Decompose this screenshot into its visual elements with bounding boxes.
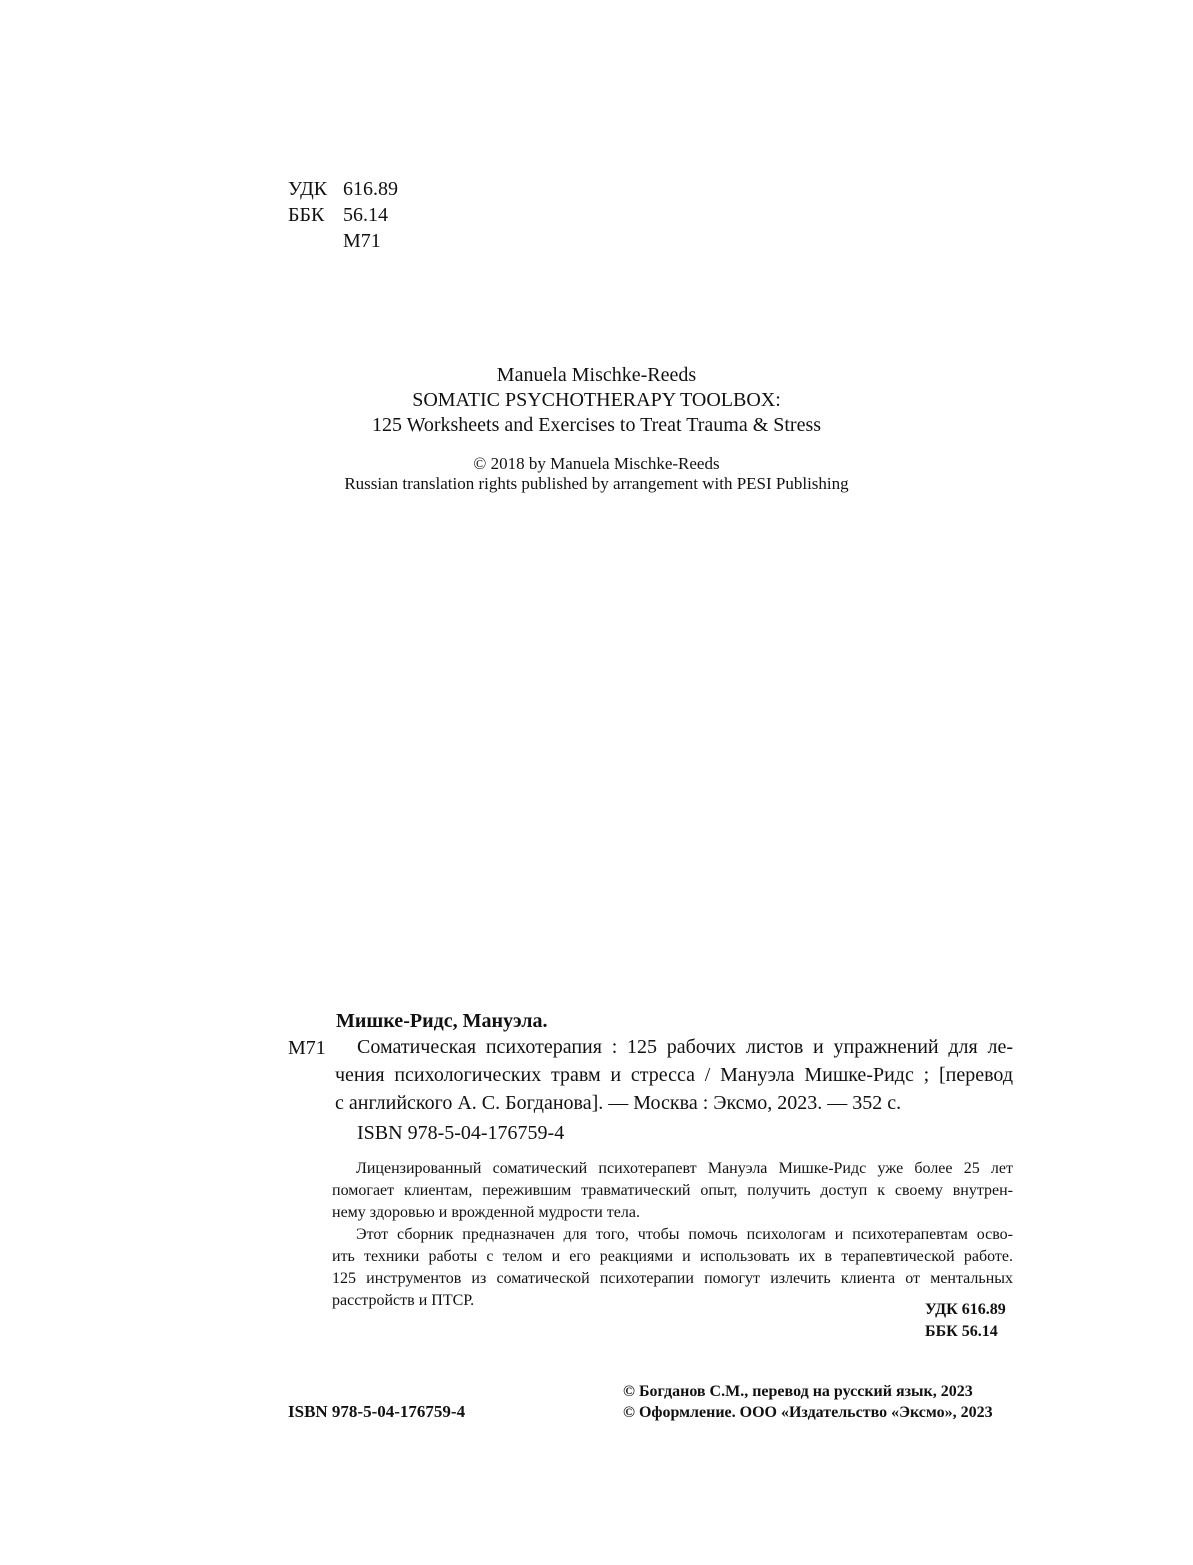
translation-rights: Russian translation rights published by arrangement with PESI Publishing — [344, 474, 849, 493]
footer-isbn: ISBN 978-5-04-176759-4 — [288, 1402, 466, 1421]
annotation-line: Лицензированный соматический психотерапевт Мануэла Мишке-Ридс уже более 25 лет — [356, 1160, 1013, 1177]
udk-value: 616.89 — [343, 178, 398, 200]
annotation-line: ить техники работы с телом и его реакциями и использовать их в терапевтической работе. — [332, 1248, 1013, 1265]
classification-bottom — [925, 1299, 1006, 1343]
card-description-line: чения психологических травм и стресса / Мануэла Мишке-Ридс ; [перевод — [335, 1064, 1013, 1086]
annotation-line: помогает клиентам, пережившим травматический опыт, получить доступ к своему внутрен- — [332, 1182, 1013, 1199]
annotation-line: нему здоровью и врожденной мудрости тела. — [332, 1204, 640, 1221]
bbk-label: ББК — [288, 204, 325, 226]
original-author: Manuela Mischke-Reeds — [496, 364, 697, 386]
annotation — [332, 1158, 1013, 1312]
classification-top — [288, 176, 398, 254]
card-isbn: ISBN 978-5-04-176759-4 — [357, 1122, 565, 1144]
footer-copyrights — [623, 1381, 993, 1423]
annotation-line: расстройств и ПТСР. — [332, 1292, 475, 1309]
udk-line — [288, 176, 398, 202]
author-mark: М71 — [343, 230, 381, 252]
udk-bottom: УДК 616.89 — [925, 1301, 1006, 1318]
original-title: SOMATIC PSYCHOTHERAPY TOOLBOX: — [412, 389, 781, 411]
copyright-design: © Оформление. ООО «Издательство «Эксмо», 2023 — [623, 1404, 993, 1421]
bbk-line — [288, 202, 398, 228]
original-copyright: © 2018 by Manuela Mischke-Reeds — [473, 454, 720, 473]
card-description-line: Соматическая психотерапия : 125 рабочих листов и упражнений для ле- — [357, 1036, 1013, 1058]
card-description-line: с английского А. С. Богданова]. — Москва : Эксмо, 2023. — 352 с. — [335, 1092, 902, 1114]
author-mark-line — [288, 228, 398, 254]
card-description — [335, 1033, 1013, 1117]
bbk-value: 56.14 — [343, 204, 388, 226]
card-author-mark: М71 — [288, 1037, 326, 1059]
original-subtitle: 125 Worksheets and Exercises to Treat Trauma & Stress — [371, 414, 822, 436]
udk-label: УДК — [288, 178, 328, 200]
annotation-line: 125 инструментов из соматической психотерапии помогут излечить клиента от ментальных — [332, 1270, 1013, 1287]
annotation-line: Этот сборник предназначен для того, чтобы помочь психологам и психотерапевтам осво- — [356, 1226, 1013, 1243]
card-author-heading: Мишке-Ридс, Мануэла. — [336, 1010, 548, 1032]
bbk-bottom: ББК 56.14 — [925, 1323, 998, 1340]
copyright-translation: © Богданов С.М., перевод на русский язык, 2023 — [623, 1383, 973, 1400]
